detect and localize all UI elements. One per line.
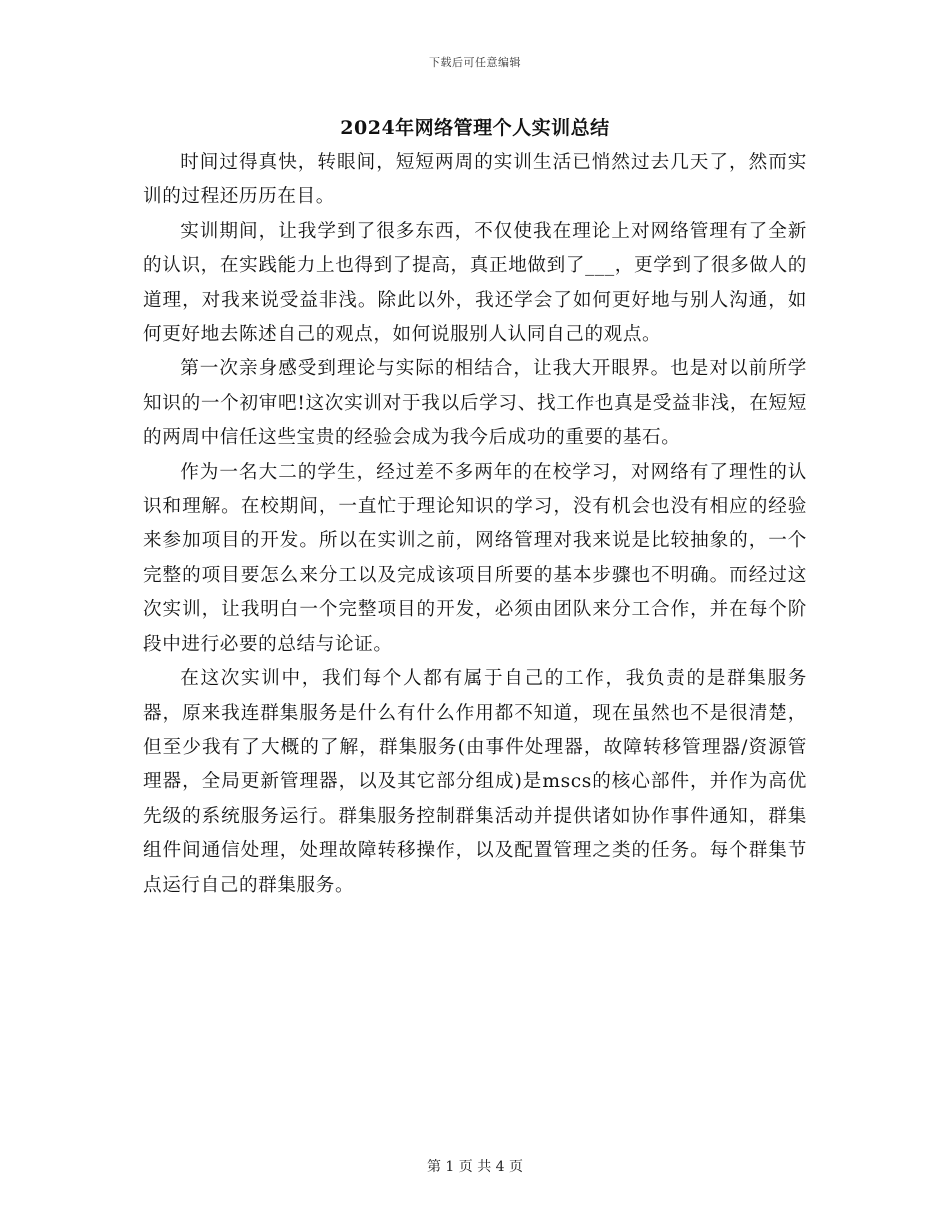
paragraph-2: 实训期间，让我学到了很多东西，不仅使我在理论上对网络管理有了全新的认识，在实践能力上也得到了提高，真正地做到了___，更学到了很多做人的道理，对我来说受益非浅。除此以外，我还学会了如何更好地与别人沟通，如何更好地去陈述自己的观点，如何说服别人认同自己的观点。 bbox=[143, 220, 807, 346]
page-header-note: 下载后可任意编辑 bbox=[429, 56, 521, 69]
paragraph-3: 第一次亲身感受到理论与实际的相结合，让我大开眼界。也是对以前所学知识的一个初审吧!这次实训对于我以后学习、找工作也真是受益非浅，在短短的两周中信任这些宝贵的经验会成为我今后成功的重要的基石。 bbox=[143, 358, 807, 449]
document-title: 2024年网络管理个人实训总结 bbox=[340, 117, 610, 139]
document-body bbox=[143, 146, 807, 903]
page-number: 第 1 页 共 4 页 bbox=[426, 1159, 524, 1175]
paragraph-5: 在这次实训中，我们每个人都有属于自己的工作，我负责的是群集服务器，原来我连群集服务是什么有什么作用都不知道，现在虽然也不是很清楚，但至少我有了大概的了解，群集服务(由事件处理器，故障转移管理器/资源管理器，全局更新管理器，以及其它部分组成)是mscs的核心部件，并作为高优先级的系统服务运行。群集服务控制群集活动并提供诸如协作事件通知，群集组件间通信处理，处理故障转移操作，以及配置管理之类的任务。每个群集节点运行自己的群集服务。 bbox=[143, 668, 807, 896]
paragraph-4: 作为一名大二的学生，经过差不多两年的在校学习，对网络有了理性的认识和理解。在校期间，一直忙于理论知识的学习，没有机会也没有相应的经验来参加项目的开发。所以在实训之前，网络管理对我来说是比较抽象的，一个完整的项目要怎么来分工以及完成该项目所要的基本步骤也不明确。而经过这次实训，让我明白一个完整项目的开发，必须由团队来分工合作，并在每个阶段中进行必要的总结与论证。 bbox=[143, 461, 807, 655]
paragraph-1: 时间过得真快，转眼间，短短两周的实训生活已悄然过去几天了，然而实训的过程还历历在目。 bbox=[143, 152, 807, 208]
